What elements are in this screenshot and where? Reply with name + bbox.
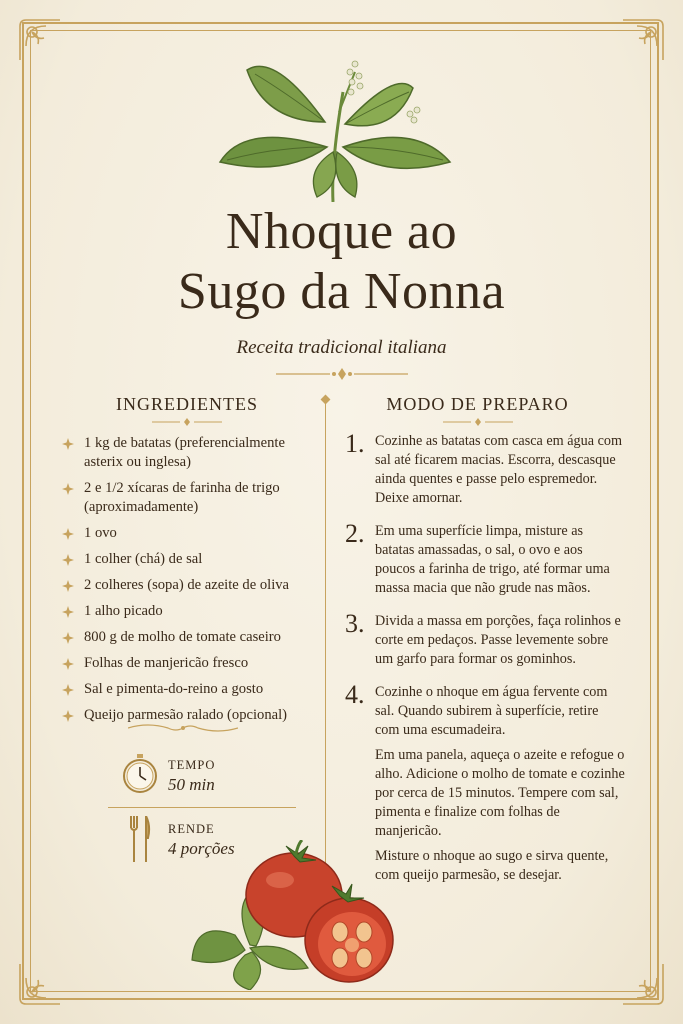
step-text: Misture o nhoque ao sugo e sirva quente, com queijo parmesão, se desejar. xyxy=(375,848,609,883)
ingredients-flourish xyxy=(152,417,222,427)
ingredient-text: 1 kg de batatas (preferencialmente asterix ou inglesa) xyxy=(84,435,285,470)
step-text: Cozinhe o nhoque em água fervente com sal. Quando subirem à superfície, retire com uma escumadeira. xyxy=(375,684,608,738)
page-title-line2: Sugo da Nonna xyxy=(177,263,506,320)
ingredients-list xyxy=(62,434,312,732)
time-label: TEMPO xyxy=(168,758,216,772)
basil-icon xyxy=(205,52,455,202)
subtitle: Receita tradicional italiana xyxy=(236,337,447,358)
list-item xyxy=(62,524,312,543)
corner-ornament xyxy=(16,16,64,64)
fleur-bullet-icon xyxy=(62,553,74,565)
fleur-bullet-icon xyxy=(62,605,74,617)
list-item xyxy=(62,654,312,673)
fleur-bullet-icon xyxy=(62,482,74,494)
corner-ornament xyxy=(16,960,64,1008)
list-item xyxy=(62,576,312,595)
fleur-bullet-icon xyxy=(62,709,74,721)
list-item xyxy=(62,628,312,647)
list-item xyxy=(62,680,312,699)
time-value: 50 min xyxy=(168,775,215,794)
fleur-bullet-icon xyxy=(62,631,74,643)
ingredients-heading: INGREDIENTES xyxy=(116,394,258,414)
corner-ornament xyxy=(619,16,667,64)
fleur-bullet-icon xyxy=(62,683,74,695)
title-flourish xyxy=(276,366,408,382)
column-divider xyxy=(325,400,326,870)
method-heading: MODO DE PREPARO xyxy=(386,394,569,414)
step-3 xyxy=(345,609,625,669)
step-text: Divida a massa em porções, faça rolinhos e corte em pedaços. Passe levemente sobre um garfo para formar os gominhos. xyxy=(375,613,621,667)
step-2 xyxy=(345,519,625,598)
fork-knife-icon xyxy=(128,816,152,862)
step-1 xyxy=(345,429,625,508)
list-item xyxy=(62,550,312,569)
ingredient-text: 1 ovo xyxy=(84,525,117,541)
step-text: Cozinhe as batatas com casca em água com sal até ficarem macias. Escorra, descasque ainda quentes e passe pelo espremedor. Deixe amornar. xyxy=(375,433,622,506)
ingredient-text: 2 colheres (sopa) de azeite de oliva xyxy=(84,577,290,593)
step-text: Em uma superfície limpa, misture as batatas amassadas, o sal, o ovo e aos poucos a farinha de trigo, até formar uma massa macia que não grude nas mãos. xyxy=(375,523,610,596)
yield-label: RENDE xyxy=(168,822,215,836)
method-steps xyxy=(345,429,625,899)
info-flourish xyxy=(128,722,238,734)
list-item xyxy=(62,479,312,517)
ingredient-text: 2 e 1/2 xícaras de farinha de trigo (aproximadamente) xyxy=(84,480,280,515)
info-divider xyxy=(108,807,296,808)
ingredient-text: 800 g de molho de tomate caseiro xyxy=(84,629,281,645)
step-number: 3. xyxy=(345,609,365,638)
step-text: Em uma panela, aqueça o azeite e refogue o alho. Adicione o molho de tomate e cozinhe por cerca de 15 minutos. Tempere com sal, pimenta e finalize com folhas de manjericão. xyxy=(375,747,625,839)
clock-icon xyxy=(121,754,159,794)
ingredient-text: 1 alho picado xyxy=(84,603,163,619)
fleur-bullet-icon xyxy=(62,437,74,449)
ingredient-text: Folhas de manjericão fresco xyxy=(84,655,249,671)
tomato-icon xyxy=(190,840,405,990)
step-number: 4. xyxy=(345,680,365,709)
step-number: 1. xyxy=(345,429,365,458)
corner-ornament xyxy=(619,960,667,1008)
ingredient-text: Sal e pimenta-do-reino a gosto xyxy=(84,681,264,697)
fleur-bullet-icon xyxy=(62,657,74,669)
time-info xyxy=(168,758,215,795)
step-number: 2. xyxy=(345,519,365,548)
list-item xyxy=(62,434,312,472)
ingredient-text: 1 colher (chá) de sal xyxy=(84,551,203,567)
ingredient-text: Queijo parmesão ralado (opcional) xyxy=(84,707,288,723)
list-item xyxy=(62,602,312,621)
method-flourish xyxy=(443,417,513,427)
fleur-bullet-icon xyxy=(62,579,74,591)
yield-value: 4 porções xyxy=(168,839,235,858)
page-title: Nhoque ao xyxy=(225,203,458,260)
fleur-bullet-icon xyxy=(62,527,74,539)
